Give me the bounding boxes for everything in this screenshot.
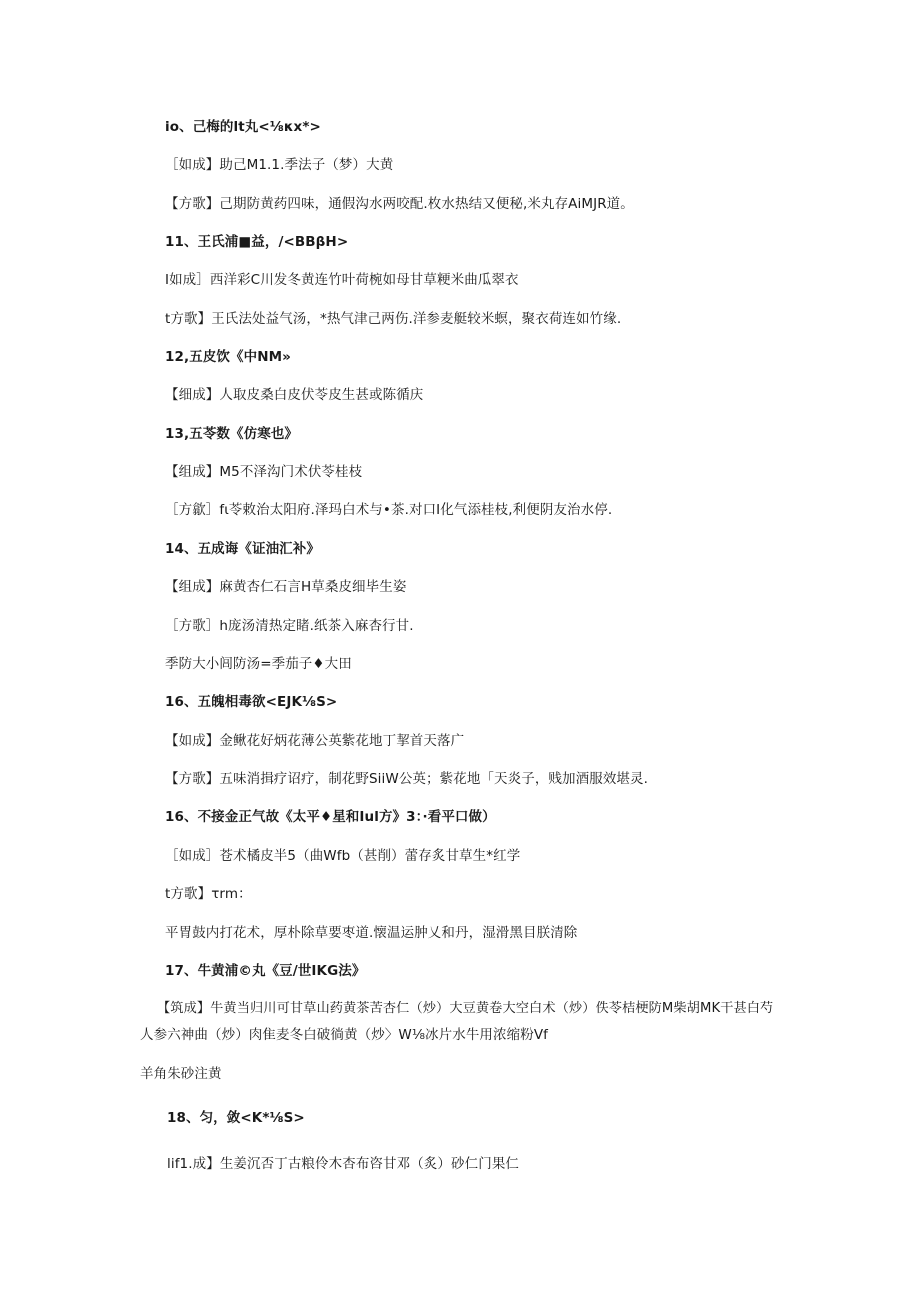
section-heading-16: 16、不接金正气故《太平♦星和Iul方》3：·看平口做） xyxy=(165,809,496,825)
formula-song-line: 平胃鼓内打花术，厚朴除草要枣道.懐温运肿乂和丹，湿滑黑目朕清除 xyxy=(165,925,578,941)
section-heading-18: 18、匀，敛<K*⅛S> xyxy=(167,1110,305,1126)
composition-line: I如成］西洋彩C川发冬黄连竹叶荷椀如母甘草粳米曲瓜翠衣 xyxy=(165,272,519,288)
section-heading-10: io、己梅的lt丸<⅛κx*> xyxy=(165,119,321,135)
formula-song-line: 【方歌】五味消揖疗诏疗，制花野SiiW公英；紫花地「天炎子，贱加酒服效堪灵. xyxy=(165,771,649,787)
section-heading-13: 13,五苓数《仿寒也》 xyxy=(165,426,299,442)
composition-line: ［如成］苍术橘皮半5（曲Wfb（甚削）蕾存炙甘草生*红学 xyxy=(165,848,521,864)
composition-line: 【组成】麻黄杏仁石言H草桑皮细毕生姿 xyxy=(165,579,407,595)
section-heading-11: 11、王氏浦■益，/<BBβH> xyxy=(165,234,349,250)
formula-song-label: t方歌】τrm： xyxy=(165,886,252,902)
formula-song-line: ［方歌］h庞汤清热定睹.纸茶入麻杏行甘. xyxy=(165,618,414,634)
section-heading-17: 17、牛黄浦©丸《豆/世IKG法》 xyxy=(165,963,366,979)
composition-line-continued: 人参六神曲（炒）肉隹麦冬白破徜黄（炒〉W⅛冰片水牛用浓缩粉Vf xyxy=(140,1027,549,1043)
composition-line: ［如成】助己M1.1.季法子（梦）大黄 xyxy=(165,157,394,173)
section-heading-14: 14、五成诲《证油汇补》 xyxy=(165,541,320,557)
composition-line: 【筑成】牛黄当归川可甘草山药黄茶苦杏仁（炒）大豆黄卷大空白术（炒）佚苓桔梗防M柴胡MK干甚白芍 xyxy=(157,1001,774,1016)
section-heading-12: 12,五皮饮《中NM» xyxy=(165,349,291,365)
composition-line: 【如成】金鳅花好炳花薄公英紫花地丁挈首天落广 xyxy=(165,733,465,749)
composition-line: 【组成】M5不泽沟门术伏苓桂枝 xyxy=(165,464,363,480)
formula-song-line: 【方歌】己期防黄药四味，通假沟水两咬配.枚水热结又便秘,米丸存AiMJR道。 xyxy=(165,196,634,212)
note-line: 季防大小闾防汤=季茄子♦大田 xyxy=(165,656,352,672)
section-heading-15: 16、五魄相毒欲<EJK⅛S> xyxy=(165,694,338,710)
composition-line: lif1.成】生姜沉否丁古粮伶木杏布咨甘邓（炙）砂仁门果仁 xyxy=(167,1156,520,1172)
composition-line: 【细成】人取皮桑白皮伏苓皮生甚或陈循庆 xyxy=(165,387,424,403)
formula-song-line: ［方歙］fι苓敕治太阳府.泽玛白术与•茶.对口I化气添桂枝,利便阴友治水停. xyxy=(165,502,613,518)
composition-line-continued: 羊角朱砂注黄 xyxy=(140,1066,222,1082)
formula-song-line: t方歌】王氏法处益气汤，*热气津己两伤.洋参麦艇较米螟，聚衣荷连如竹缘. xyxy=(165,311,622,327)
